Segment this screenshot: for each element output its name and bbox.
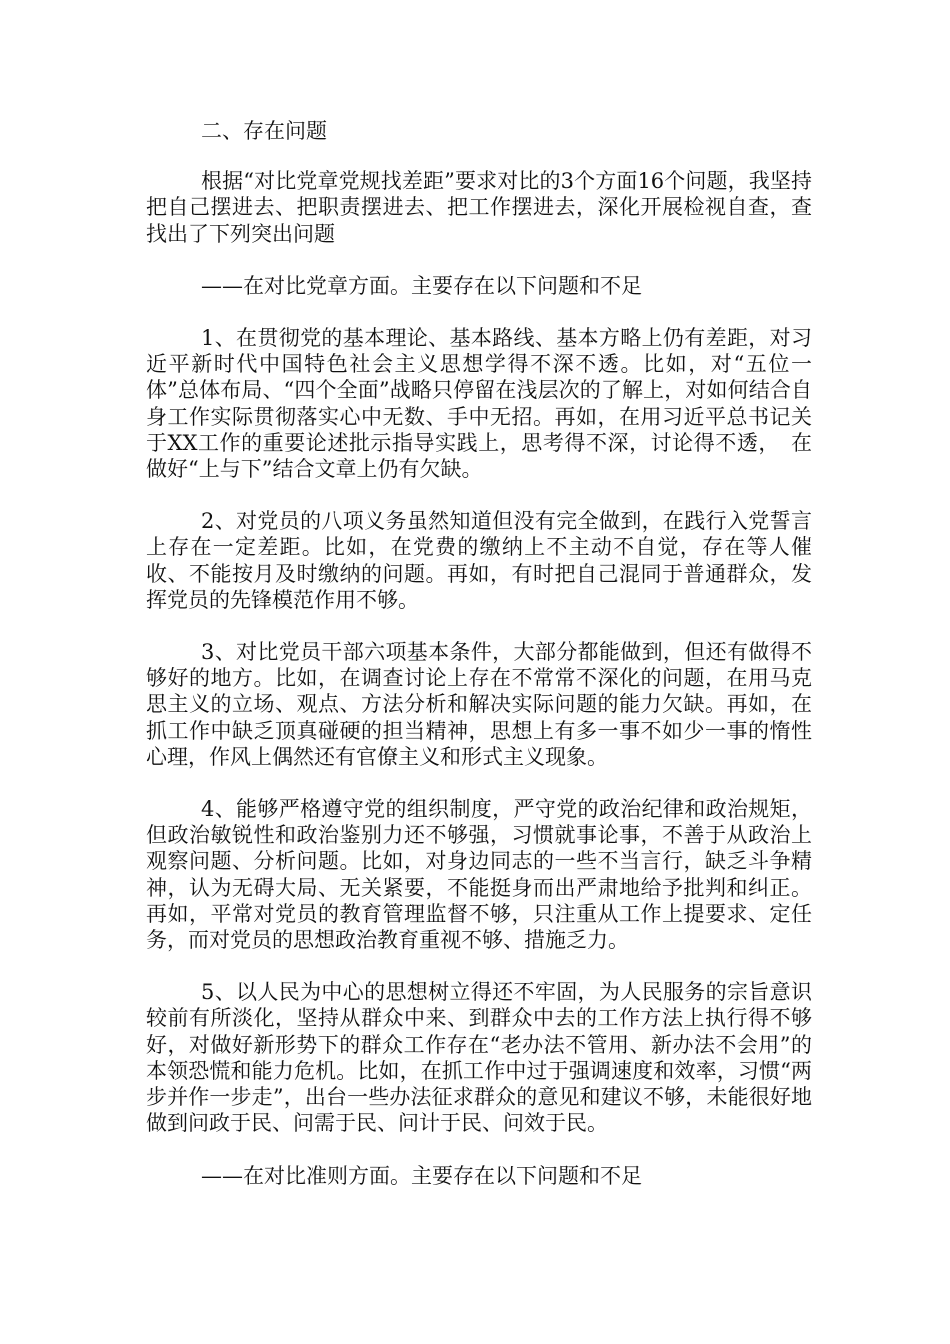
document-page <box>146 118 812 1215</box>
issue-paragraph-4: 4、能够严格遵守党的组织制度，严守党的政治纪律和政治规矩，但政治敏锐性和政治鉴别力还不够强，习惯就事论事，不善于从政治上观察问题、分析问题。比如，对身边同志的一些不当言行，缺乏斗争精神，认为无碍大局、无关紧要，不能挺身而出严肃地给予批判和纠正。再如，平常对党员的教育管理监督不够，只注重从工作上提要求、定任务，而对党员的思想政治教育重视不够、措施乏力。 <box>146 797 812 953</box>
issue-paragraph-1: 1、在贯彻党的基本理论、基本路线、基本方略上仍有差距，对习近平新时代中国特色社会主义思想学得不深不透。比如，对“五位一体”总体布局、“四个全面”战略只停留在浅层次的了解上，对如何结合自身工作实际贯彻落实心中无数、手中无招。再如，在用习近平总书记关于XX工作的重要论述批示指导实践上，思考得不深，讨论得不透， 在做好“上与下”结合文章上仍有欠缺。 <box>146 326 812 482</box>
issue-paragraph-5: 5、以人民为中心的思想树立得还不牢固，为人民服务的宗旨意识较前有所淡化，坚持从群众中来、到群众中去的工作方法上执行得不够好，对做好新形势下的群众工作存在“老办法不管用、新办法不会用”的本领恐慌和能力危机。比如，在抓工作中过于强调速度和效率，习惯“两步并作一步走”，出台一些办法征求群众的意见和建议不够，未能很好地做到问政于民、问需于民、问计于民、问效于民。 <box>146 980 812 1136</box>
subsection-title-party-constitution: ——在对比党章方面。主要存在以下问题和不足 <box>201 273 642 298</box>
section-heading: 二、存在问题 <box>201 119 327 143</box>
issue-paragraph-3: 3、对比党员干部六项基本条件，大部分都能做到，但还有做得不够好的地方。比如，在调查讨论上存在不常常不深化的问题，在用马克思主义的立场、观点、方法分析和解决实际问题的能力欠缺。再如，在抓工作中缺乏顶真碰硬的担当精神，思想上有多一事不如少一事的惰性心理，作风上偶然还有官僚主义和形式主义现象。 <box>146 640 812 769</box>
intro-paragraph: 根据“对比党章党规找差距”要求对比的3个方面16个问题，我坚持把自己摆进去、把职责摆进去、把工作摆进去，深化开展检视自查，查找出了下列突出问题 <box>146 169 812 246</box>
issue-paragraph-2: 2、对党员的八项义务虽然知道但没有完全做到，在践行入党誓言上存在一定差距。比如，在党费的缴纳上不主动不自觉，存在等人催收、不能按月及时缴纳的问题。再如，有时把自己混同于普通群众，发挥党员的先锋模范作用不够。 <box>146 509 812 612</box>
subsection-title-guidelines: ——在对比准则方面。主要存在以下问题和不足 <box>201 1163 642 1188</box>
